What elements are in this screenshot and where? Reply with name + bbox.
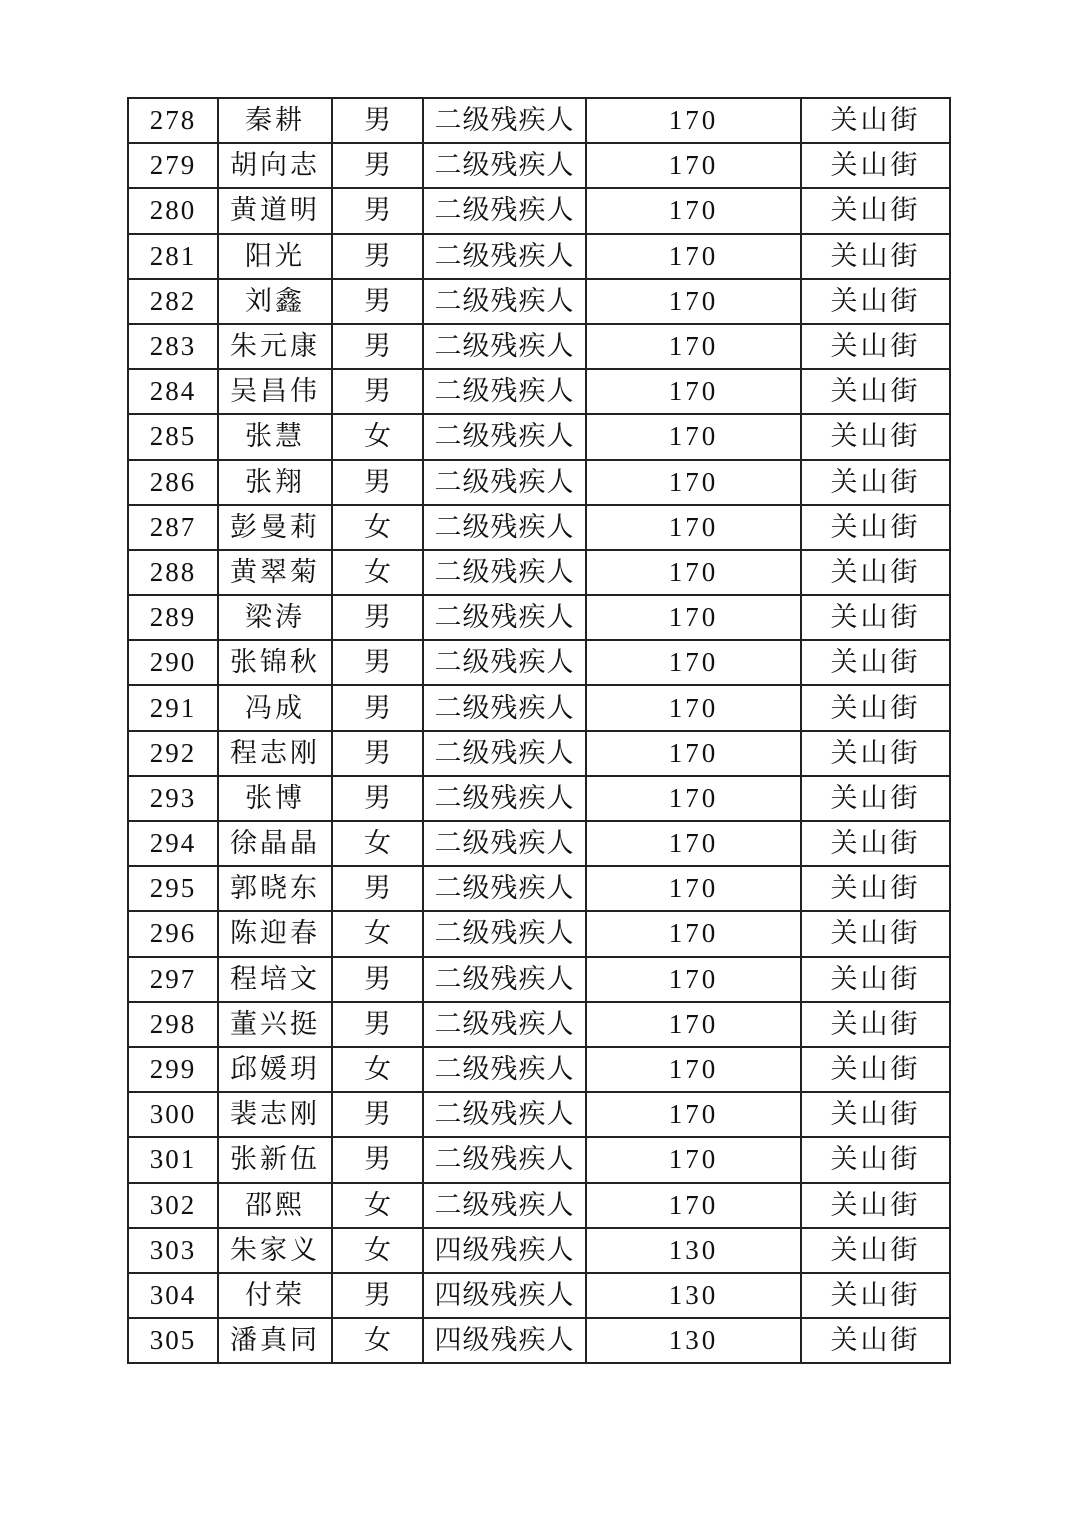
person-name: 张翔 (218, 460, 332, 505)
street-name: 关山街 (801, 460, 950, 505)
street-name: 关山街 (801, 595, 950, 640)
table-row (128, 957, 950, 1002)
row-number: 287 (128, 505, 218, 550)
gender-cell: 男 (332, 595, 423, 640)
gender-cell: 男 (332, 369, 423, 414)
subsidy-amount: 170 (586, 731, 801, 776)
person-name: 程培文 (218, 957, 332, 1002)
street-name: 关山街 (801, 143, 950, 188)
person-name: 郭晓东 (218, 866, 332, 911)
gender-cell: 男 (332, 731, 423, 776)
table-row (128, 866, 950, 911)
gender-cell: 男 (332, 1273, 423, 1318)
disability-level: 二级残疾人 (423, 414, 586, 459)
person-name: 刘鑫 (218, 279, 332, 324)
disability-level: 二级残疾人 (423, 550, 586, 595)
subsidy-amount: 170 (586, 911, 801, 956)
disability-level: 二级残疾人 (423, 1047, 586, 1092)
gender-cell: 男 (332, 1137, 423, 1182)
person-name: 张锦秋 (218, 640, 332, 685)
subsidy-amount: 170 (586, 98, 801, 143)
subsidy-amount: 170 (586, 414, 801, 459)
disability-level: 二级残疾人 (423, 279, 586, 324)
person-name: 冯成 (218, 685, 332, 730)
row-number: 305 (128, 1318, 218, 1363)
person-name: 裴志刚 (218, 1092, 332, 1137)
gender-cell: 男 (332, 188, 423, 233)
subsidy-amount: 170 (586, 821, 801, 866)
gender-cell: 女 (332, 550, 423, 595)
subsidy-amount: 170 (586, 595, 801, 640)
table-row (128, 1183, 950, 1228)
row-number: 301 (128, 1137, 218, 1182)
table-row (128, 234, 950, 279)
subsidy-amount: 170 (586, 685, 801, 730)
subsidy-amount: 170 (586, 460, 801, 505)
gender-cell: 男 (332, 640, 423, 685)
table-row (128, 821, 950, 866)
row-number: 298 (128, 1002, 218, 1047)
row-number: 291 (128, 685, 218, 730)
subsidy-amount: 130 (586, 1273, 801, 1318)
disability-level: 二级残疾人 (423, 731, 586, 776)
row-number: 290 (128, 640, 218, 685)
table-row (128, 98, 950, 143)
disability-level: 四级残疾人 (423, 1273, 586, 1318)
disability-level: 二级残疾人 (423, 821, 586, 866)
person-name: 胡向志 (218, 143, 332, 188)
disability-level: 二级残疾人 (423, 460, 586, 505)
street-name: 关山街 (801, 911, 950, 956)
subsidy-amount: 170 (586, 1047, 801, 1092)
gender-cell: 男 (332, 234, 423, 279)
street-name: 关山街 (801, 1183, 950, 1228)
disability-level: 二级残疾人 (423, 369, 586, 414)
street-name: 关山街 (801, 1047, 950, 1092)
table-row (128, 1002, 950, 1047)
gender-cell: 男 (332, 1092, 423, 1137)
subsidy-amount: 170 (586, 640, 801, 685)
row-number: 303 (128, 1228, 218, 1273)
table-row (128, 595, 950, 640)
row-number: 294 (128, 821, 218, 866)
disability-level: 二级残疾人 (423, 1183, 586, 1228)
person-name: 朱家义 (218, 1228, 332, 1273)
street-name: 关山街 (801, 1318, 950, 1363)
street-name: 关山街 (801, 1228, 950, 1273)
street-name: 关山街 (801, 731, 950, 776)
disability-level: 二级残疾人 (423, 1137, 586, 1182)
person-name: 黄道明 (218, 188, 332, 233)
gender-cell: 女 (332, 1228, 423, 1273)
subsidy-amount: 170 (586, 505, 801, 550)
disability-level: 四级残疾人 (423, 1318, 586, 1363)
person-name: 张博 (218, 776, 332, 821)
person-name: 彭曼莉 (218, 505, 332, 550)
table-row (128, 640, 950, 685)
row-number: 293 (128, 776, 218, 821)
gender-cell: 男 (332, 866, 423, 911)
table-row (128, 1318, 950, 1363)
street-name: 关山街 (801, 821, 950, 866)
subsidy-amount: 170 (586, 369, 801, 414)
subsidy-amount: 170 (586, 1002, 801, 1047)
subsidy-amount: 170 (586, 324, 801, 369)
disability-level: 二级残疾人 (423, 324, 586, 369)
gender-cell: 男 (332, 279, 423, 324)
disability-level: 二级残疾人 (423, 776, 586, 821)
gender-cell: 女 (332, 1047, 423, 1092)
row-number: 286 (128, 460, 218, 505)
street-name: 关山街 (801, 98, 950, 143)
table-row (128, 776, 950, 821)
person-name: 陈迎春 (218, 911, 332, 956)
person-name: 徐晶晶 (218, 821, 332, 866)
table-row (128, 324, 950, 369)
disability-level: 二级残疾人 (423, 911, 586, 956)
recipient-table (127, 97, 951, 1364)
street-name: 关山街 (801, 640, 950, 685)
table-row (128, 1092, 950, 1137)
street-name: 关山街 (801, 866, 950, 911)
person-name: 邱媛玥 (218, 1047, 332, 1092)
row-number: 297 (128, 957, 218, 1002)
row-number: 288 (128, 550, 218, 595)
table-row (128, 1273, 950, 1318)
table-row (128, 143, 950, 188)
disability-level: 二级残疾人 (423, 188, 586, 233)
person-name: 秦耕 (218, 98, 332, 143)
subsidy-amount: 130 (586, 1318, 801, 1363)
table-row (128, 460, 950, 505)
street-name: 关山街 (801, 279, 950, 324)
gender-cell: 女 (332, 911, 423, 956)
row-number: 299 (128, 1047, 218, 1092)
street-name: 关山街 (801, 324, 950, 369)
street-name: 关山街 (801, 1273, 950, 1318)
row-number: 281 (128, 234, 218, 279)
disability-level: 二级残疾人 (423, 143, 586, 188)
street-name: 关山街 (801, 776, 950, 821)
street-name: 关山街 (801, 234, 950, 279)
row-number: 279 (128, 143, 218, 188)
subsidy-amount: 170 (586, 957, 801, 1002)
row-number: 280 (128, 188, 218, 233)
gender-cell: 男 (332, 957, 423, 1002)
subsidy-amount: 170 (586, 188, 801, 233)
disability-level: 二级残疾人 (423, 1002, 586, 1047)
person-name: 付荣 (218, 1273, 332, 1318)
row-number: 300 (128, 1092, 218, 1137)
subsidy-amount: 170 (586, 143, 801, 188)
subsidy-amount: 170 (586, 1092, 801, 1137)
row-number: 295 (128, 866, 218, 911)
gender-cell: 女 (332, 821, 423, 866)
table-row (128, 685, 950, 730)
person-name: 张慧 (218, 414, 332, 459)
person-name: 程志刚 (218, 731, 332, 776)
street-name: 关山街 (801, 1092, 950, 1137)
person-name: 阳光 (218, 234, 332, 279)
table-row (128, 731, 950, 776)
row-number: 289 (128, 595, 218, 640)
table-row (128, 1137, 950, 1182)
person-name: 董兴挺 (218, 1002, 332, 1047)
person-name: 黄翠菊 (218, 550, 332, 595)
person-name: 吴昌伟 (218, 369, 332, 414)
subsidy-amount: 170 (586, 1183, 801, 1228)
table-row (128, 911, 950, 956)
subsidy-amount: 170 (586, 776, 801, 821)
row-number: 278 (128, 98, 218, 143)
row-number: 284 (128, 369, 218, 414)
gender-cell: 男 (332, 98, 423, 143)
gender-cell: 男 (332, 776, 423, 821)
row-number: 302 (128, 1183, 218, 1228)
subsidy-amount: 170 (586, 1137, 801, 1182)
gender-cell: 女 (332, 505, 423, 550)
street-name: 关山街 (801, 505, 950, 550)
row-number: 304 (128, 1273, 218, 1318)
row-number: 285 (128, 414, 218, 459)
person-name: 朱元康 (218, 324, 332, 369)
subsidy-amount: 170 (586, 866, 801, 911)
disability-level: 二级残疾人 (423, 98, 586, 143)
street-name: 关山街 (801, 414, 950, 459)
disability-level: 二级残疾人 (423, 957, 586, 1002)
gender-cell: 男 (332, 324, 423, 369)
street-name: 关山街 (801, 369, 950, 414)
disability-level: 二级残疾人 (423, 595, 586, 640)
subsidy-amount: 130 (586, 1228, 801, 1273)
table-row (128, 1228, 950, 1273)
street-name: 关山街 (801, 1137, 950, 1182)
subsidy-amount: 170 (586, 550, 801, 595)
disability-level: 二级残疾人 (423, 234, 586, 279)
gender-cell: 男 (332, 685, 423, 730)
table-body (128, 98, 950, 1363)
row-number: 296 (128, 911, 218, 956)
gender-cell: 男 (332, 1002, 423, 1047)
table-row (128, 505, 950, 550)
person-name: 张新伍 (218, 1137, 332, 1182)
street-name: 关山街 (801, 685, 950, 730)
disability-level: 四级残疾人 (423, 1228, 586, 1273)
row-number: 282 (128, 279, 218, 324)
person-name: 梁涛 (218, 595, 332, 640)
gender-cell: 女 (332, 1183, 423, 1228)
disability-level: 二级残疾人 (423, 505, 586, 550)
subsidy-amount: 170 (586, 279, 801, 324)
gender-cell: 男 (332, 460, 423, 505)
disability-level: 二级残疾人 (423, 640, 586, 685)
table-row (128, 550, 950, 595)
table-row (128, 414, 950, 459)
table-row (128, 1047, 950, 1092)
street-name: 关山街 (801, 1002, 950, 1047)
row-number: 292 (128, 731, 218, 776)
gender-cell: 男 (332, 143, 423, 188)
table-row (128, 369, 950, 414)
disability-level: 二级残疾人 (423, 866, 586, 911)
street-name: 关山街 (801, 957, 950, 1002)
person-name: 邵熙 (218, 1183, 332, 1228)
table-row (128, 279, 950, 324)
table-row (128, 188, 950, 233)
street-name: 关山街 (801, 188, 950, 233)
person-name: 潘真同 (218, 1318, 332, 1363)
row-number: 283 (128, 324, 218, 369)
gender-cell: 女 (332, 414, 423, 459)
disability-level: 二级残疾人 (423, 1092, 586, 1137)
subsidy-amount: 170 (586, 234, 801, 279)
gender-cell: 女 (332, 1318, 423, 1363)
disability-level: 二级残疾人 (423, 685, 586, 730)
street-name: 关山街 (801, 550, 950, 595)
